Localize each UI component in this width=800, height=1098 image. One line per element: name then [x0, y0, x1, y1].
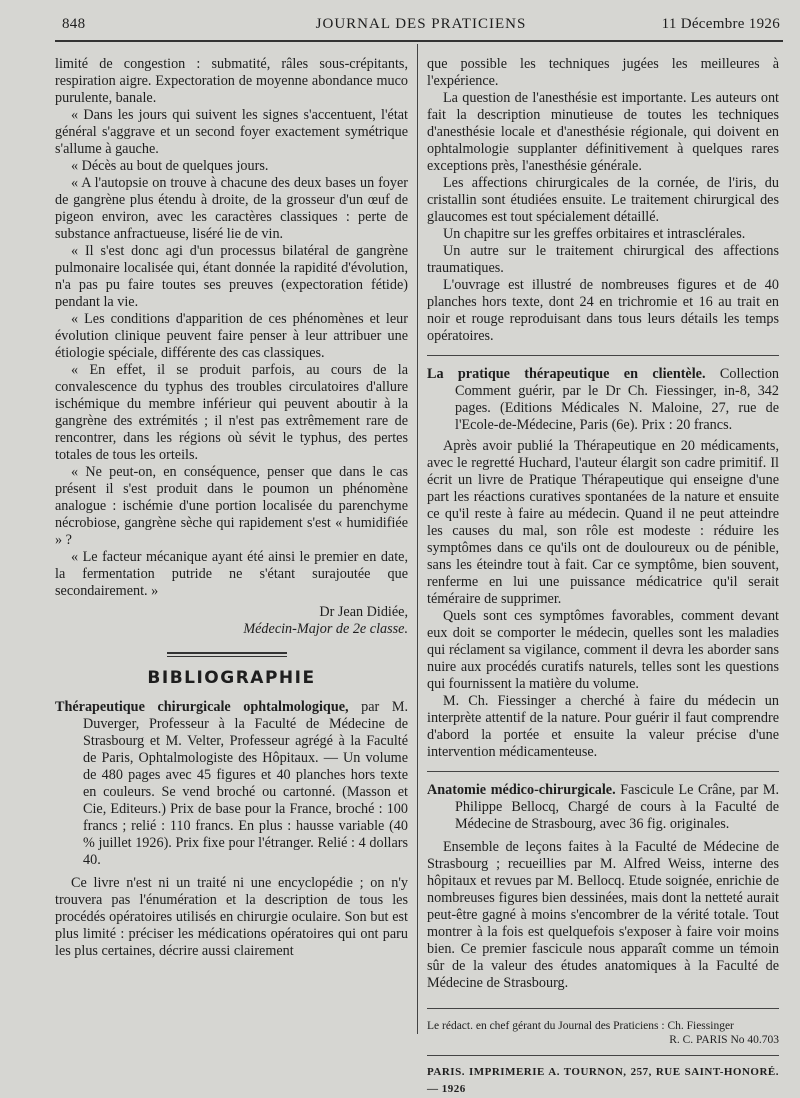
column-separator [417, 44, 418, 1034]
paragraph: Un autre sur le traitement chirurgical des affections traumatiques. [427, 243, 779, 276]
paragraph: « Le facteur mécanique ayant été ainsi le premier en date, la fermentation putride ne s'étant surajoutée que secondairement. » [55, 549, 408, 599]
entry-separator [427, 355, 779, 356]
journal-title: JOURNAL DES PRATICIENS [315, 16, 527, 32]
book-citation: Fascicule Le Crâne, par M. Philippe Bellocq, Chargé de cours à la Faculté de Médecine de Strasbourg, avec 36 fig. originales. [455, 782, 779, 832]
author-signature: Dr Jean Didiée, [319, 604, 408, 620]
author-title: Médecin-Major de 2e classe. [243, 621, 408, 637]
footer-separator [427, 1008, 779, 1009]
paragraph: La question de l'anesthésie est importante. Les auteurs ont fait la description minutieuse de toutes les techniques d'anesthésie locale et d'anesthésie régionale, qui doivent en ophtalmologie supplanter définitivement à quelques rares exceptions près, l'anesthésie générale. [427, 90, 779, 174]
paragraph: « A l'autopsie on trouve à chacune des deux bases un foyer de gangrène plus étendu à droite, de la grosseur d'un œuf de pigeon environ, avec les caractères classiques : perte de substance anfractueuse, liséré lie de vin. [55, 175, 408, 242]
paragraph: « Ne peut-on, en conséquence, penser que dans le cas présent il s'est produit dans le poumon un phénomène analogue : ischémie d'une portion localisée du parenchyme nécrobiose, gangrène sèche qui rapidement s'est « humidifiée » ? [55, 464, 408, 548]
review-entry [427, 782, 779, 833]
paragraph: « Les conditions d'apparition de ces phénomènes et leur évolution clinique peuvent faire penser à leur attribuer une étiologie spéciale, différente des cas classiques. [55, 311, 408, 361]
paragraph: Les affections chirurgicales de la cornée, de l'iris, du cristallin sont étudiées ensuite. Le traitement chirurgical des glaucomes est tout spécialement détaillé. [427, 175, 779, 225]
paragraph: « Décès au bout de quelques jours. [71, 158, 269, 174]
review-entry [427, 366, 779, 434]
book-title: Thérapeutique chirurgicale ophtalmologique, [55, 699, 349, 715]
book-citation: par M. Duverger, Professeur à la Faculté de Médecine de Strasbourg et M. Velter, Professeur agrégé à la Faculté de Paris, Ophtalmologiste des Hôpitaux. — Un volume de 480 pages avec 45 figures et 40 planches hors texte en couleurs. Se vend broché ou cartonné. (Masson et Cie, Editeurs.) Prix de base pour la France, broché : 100 francs ; relié : 110 francs. En plus : hausse variable (40 % juillet 1926). Prix fixe pour l'étranger. Relié : 4 dollars 40. [83, 699, 409, 868]
paragraph: Quels sont ces symptômes favorables, comment devant eux doit se comporter le médecin, quelles sont les maladies qui réclament sa vigilance, comment il devra les aborder sans nuire aux procédés curatifs naturels, telles sont les questions qui fournissent la matière du volume. [427, 608, 779, 692]
paragraph: « Il s'est donc agi d'un processus bilatéral de gangrène pulmonaire localisée qui, étant donnée la rapidité d'évolution, n'a pas pu faire toutes ses preuves (expectoration fétide) pendant la vie. [55, 243, 408, 310]
paragraph: Après avoir publié la Thérapeutique en 20 médicaments, avec le regretté Huchard, l'auteur élargit son cadre primitif. Il écrit un livre de Pratique Thérapeutique qui enseigne d'une part les réactions curatives spontanées de la nature et ensuite ce qu'il reste à faire au médecin. Quand il ne peut atteindre les causes du mal, son rôle est modeste : réduire les symptômes dans ce qu'ils ont de douloureux ou de pénible, sans les éteindre tout à fait. Car ce symptôme, bien souvent, renferme en lui une puissance médicatrice qu'il serait téméraire de supprimer. [427, 438, 779, 607]
page-header [62, 16, 780, 38]
left-column [55, 56, 408, 960]
paragraph: que possible les techniques jugées les meilleures à l'expérience. [427, 56, 779, 89]
section-heading: BIBLIOGRAPHIE [147, 668, 316, 688]
printer-imprint: PARIS. IMPRIMERIE A. TOURNON, 257, RUE SAINT-HONORÉ. — 1926 [427, 1066, 779, 1095]
paragraph: « En effet, il se produit parfois, au cours de la convalescence du typhus des troubles circulatoires d'allure ischémique du membre inférieur qui peuvent aboutir à la gangrène des extrémités ; il n'est pas extrêmement rare de rencontrer, dans les régions où sévit le typhus, des pertes totales de tous les orteils. [55, 362, 408, 463]
book-citation: Collection Comment guérir, par le Dr Ch. Fiessinger, in-8, 342 pages. (Editions Médicales N. Maloine, 27, rue de l'Ecole-de-Médecine, Paris (6e). Prix : 20 francs. [455, 366, 780, 433]
paragraph: Ce livre n'est ni un traité ni une encyclopédie ; on n'y trouvera pas l'énumération et la description de tous les procédés opératoires utilisés en chirurgie oculaire. Son but est plus limité : préciser les médications opératoires qui ont paru les plus certaines, décrire aussi clairement [55, 875, 408, 959]
review-entry [55, 699, 408, 869]
paragraph: L'ouvrage est illustré de nombreuses figures et de 40 planches hors texte, dont 24 en trichromie et 16 au trait en noir et rouge reproduisant dans tous leurs détails les temps opératoires. [427, 277, 779, 344]
book-title: Anatomie médico-chirurgicale. [427, 782, 616, 798]
paragraph: Un chapitre sur les greffes orbitaires et intrasclérales. [443, 226, 746, 242]
paragraph: « Dans les jours qui suivent les signes s'accentuent, l'état général s'aggrave et un second foyer exactement symétrique s'allume à gauche. [55, 107, 408, 157]
header-rule [55, 40, 783, 42]
page-number: 848 [62, 16, 86, 32]
section-ornament [55, 652, 408, 660]
book-title: La pratique thérapeutique en clientèle. [427, 366, 706, 382]
registry-number: R. C. PARIS No 40.703 [669, 1034, 779, 1046]
footer-separator [427, 1055, 779, 1056]
editor-line: Le rédact. en chef gérant du Journal des Praticiens : Ch. Fiessinger [427, 1020, 734, 1032]
paragraph: Ensemble de leçons faites à la Faculté de Médecine de Strasbourg ; recueillies par M. Alfred Weiss, interne des hôpitaux et revues par M. Bellocq. Etude soignée, enrichie de nombreuses figures bien dessinées, mais dont la netteté aurait peut-être gagné à moins s'encombrer de la vérité totale. Tout montrer à la fois est quelquefois s'exposer à faire voir moins bien. Ce premier fascicule nous apparaît comme un témoin sûr de la valeur des études anatomiques à la Faculté de Médecine de Strasbourg. [427, 839, 779, 991]
paragraph: limité de congestion : submatité, râles sous-crépitants, respiration aigre. Expectoration de moyenne abondance muco purulente, banale. [55, 56, 408, 106]
editor-credit [427, 1019, 779, 1047]
issue-date: 11 Décembre 1926 [661, 16, 780, 32]
entry-separator [427, 771, 779, 772]
right-column [427, 56, 779, 1098]
paragraph: M. Ch. Fiessinger a cherché à faire du médecin un interprète attentif de la nature. Pour guérir il faut comprendre d'abord la portée et ensuite la valeur précise d'une intervention médicamenteuse. [427, 693, 779, 760]
